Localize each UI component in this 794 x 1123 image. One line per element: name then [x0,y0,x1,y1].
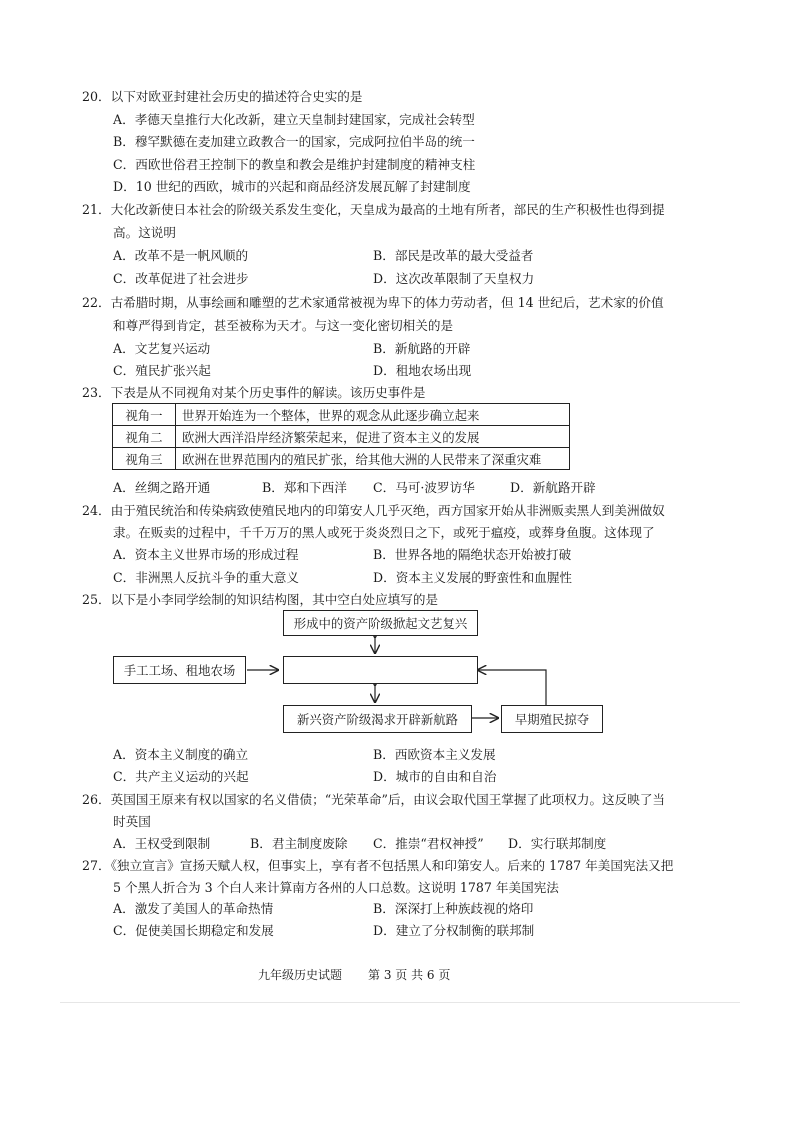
diagram-box-top: 形成中的资产阶级掀起文艺复兴 [283,610,478,636]
question-27-option-b: B．深深打上种族歧视的烙印 [373,901,534,916]
diagram-box-bottom: 新兴资产阶级渴求开辟新航路 [283,705,472,733]
question-24-option-c: C．非洲黑人反抗斗争的重大意义 [113,570,299,585]
question-21-stem-line1: 21．大化改新使日本社会的阶级关系发生变化，天皇成为最高的土地有所者，部民的生产积极性也得到提 [82,202,665,217]
question-24-option-d: D．资本主义发展的野蛮性和血腥性 [373,570,573,585]
question-22-stem-line1: 22．古希腊时期，从事绘画和雕塑的艺术家通常被视为卑下的体力劳动者，但 14 世纪后，艺术家的价值 [82,295,664,310]
question-21-option-a: A．改革不是一帆风顺的 [113,248,249,263]
question-22-stem-line2: 和尊严得到肯定，甚至被称为天才。与这一变化密切相关的是 [113,318,454,333]
question-27-option-c: C．促使美国长期稳定和发展 [113,923,274,938]
question-26-option-c: C．推崇“君权神授” [373,836,484,851]
table-cell-text: 世界开始连为一个整体，世界的观念从此逐步确立起来 [176,404,570,426]
question-20-option-d: D．10 世纪的西欧，城市的兴起和商品经济发展瓦解了封建制度 [113,179,471,194]
diagram-box-left: 手工工场、租地农场 [113,656,246,684]
question-27-stem-line2: 5 个黑人折合为 3 个白人来计算南方各州的人口总数。这说明 1787 年美国宪法 [113,880,559,895]
question-21-stem-line2: 高。这说明 [113,225,176,240]
diagram-box-blank [283,656,478,684]
question-23-option-b: B．郑和下西洋 [262,480,347,495]
table-cell-view: 视角二 [113,426,176,448]
question-23-option-c: C．马可·波罗访华 [373,480,475,495]
footer-subject: 九年级历史试题 [258,968,343,982]
question-25-option-d: D．城市的自由和自治 [373,769,497,784]
question-22-option-a: A．文艺复兴运动 [113,341,211,356]
table-cell-view: 视角三 [113,448,176,470]
question-22-option-d: D．租地农场出现 [373,363,472,378]
question-21-option-c: C．改革促进了社会进步 [113,271,249,286]
question-26-stem-line1: 26．英国国王原来有权以国家的名义借债；“光荣革命”后，由议会取代国王掌握了此项权力。这反映了当 [82,792,666,807]
question-20-option-b: B．穆罕默德在麦加建立政教合一的国家，完成阿拉伯半岛的统一 [113,134,475,149]
question-25-option-c: C．共产主义运动的兴起 [113,769,249,784]
question-22-option-b: B．新航路的开辟 [373,341,471,356]
question-26-option-a: A．王权受到限制 [113,836,211,851]
question-25-stem: 25．以下是小李同学绘制的知识结构图，其中空白处应填写的是 [82,592,439,607]
question-27-stem-line1: 27．《独立宣言》宣扬天赋人权，但事实上，享有者不包括黑人和印第安人。后来的 1787 年美国宪法又把 [82,858,674,873]
question-21-option-d: D．这次改革限制了天皇权力 [373,271,535,286]
question-22-option-c: C．殖民扩张兴起 [113,363,211,378]
question-24-stem-line1: 24．由于殖民统治和传染病致使殖民地内的印第安人几乎灭绝，西方国家开始从非洲贩卖黑人到美洲做奴 [82,503,665,518]
question-23-option-d: D．新航路开辟 [510,480,596,495]
question-27-option-a: A．激发了美国人的革命热情 [113,901,274,916]
question-23-option-a: A．丝绸之路开通 [113,480,211,495]
question-21-option-b: B．部民是改革的最大受益者 [373,248,534,263]
question-20-stem: 20．以下对欧亚封建社会历史的描述符合史实的是 [82,89,363,104]
question-27-option-d: D．建立了分权制衡的联邦制 [373,923,535,938]
question-20-option-c: C．西欧世俗君王控制下的教皇和教会是维护封建制度的精神支柱 [113,157,476,172]
question-26-option-d: D．实行联邦制度 [508,836,607,851]
question-25-option-b: B．西欧资本主义发展 [373,747,496,762]
table-cell-text: 欧洲大西洋沿岸经济繁荣起来，促进了资本主义的发展 [176,426,570,448]
table-cell-view: 视角一 [113,404,176,426]
table-cell-text: 欧洲在世界范围内的殖民扩张，给其他大洲的人民带来了深重灾难 [176,448,570,470]
question-24-option-a: A．资本主义世界市场的形成过程 [113,547,299,562]
question-24-option-b: B．世界各地的隔绝状态开始被打破 [373,547,572,562]
footer-page-number: 第 3 页 共 6 页 [368,968,451,982]
question-26-stem-line2: 时英国 [113,814,151,829]
question-24-stem-line2: 隶。在贩卖的过程中，千千万万的黑人或死于炎炎烈日之下，或死于瘟疫，或葬身鱼腹。这体现了 [113,525,655,540]
question-23-stem: 23．下表是从不同视角对某个历史事件的解读。该历史事件是 [82,385,426,400]
question-26-option-b: B．君主制度废除 [250,836,348,851]
diagram-box-right: 早期殖民掠夺 [501,705,603,733]
question-25-option-a: A．资本主义制度的确立 [113,747,249,762]
arrow-right-to-center [478,670,546,705]
question-20-option-a: A．孝德天皇推行大化改新，建立天皇制封建国家，完成社会转型 [113,112,475,127]
page-divider [60,1002,740,1003]
